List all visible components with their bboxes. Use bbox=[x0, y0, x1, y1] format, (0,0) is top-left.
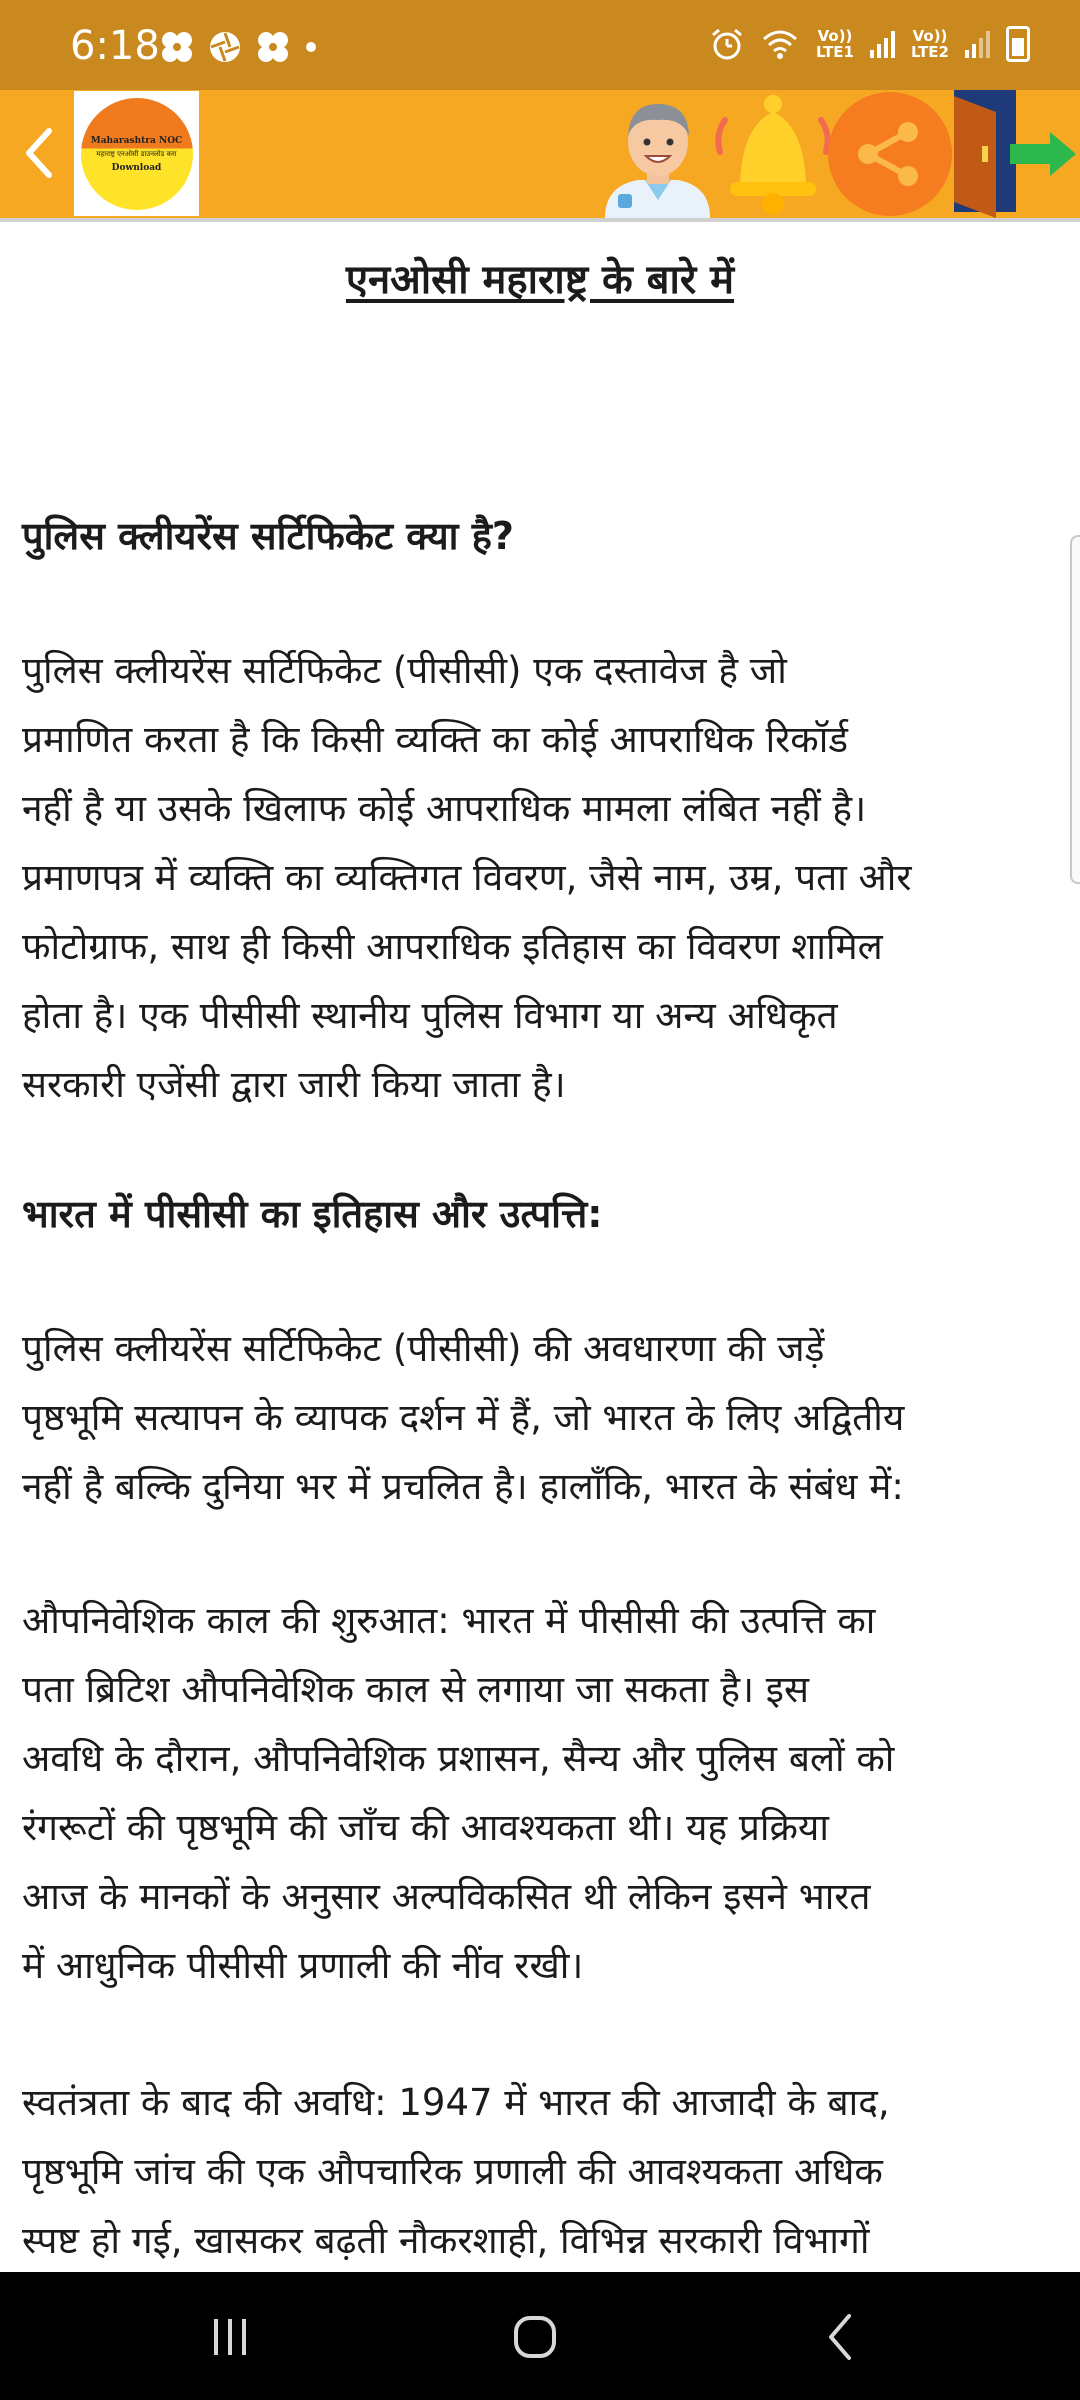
home-button[interactable] bbox=[490, 2302, 580, 2372]
logo-badge: Maharashtra NOC महाराष्ट्र एनओसी डाउनलोड करा Download bbox=[81, 98, 193, 210]
recent-apps-icon bbox=[208, 2315, 252, 2359]
section-heading-what-is-pcc: पुलिस क्लीयरेंस सर्टिफिकेट क्या है? bbox=[22, 514, 514, 558]
system-icons bbox=[710, 26, 1030, 62]
volte1-indicator: Vo)) LTE1 bbox=[816, 27, 854, 61]
back-arrow-icon bbox=[23, 127, 55, 179]
section-heading-history: भारत में पीसीसी का इतिहास और उत्पत्ति: bbox=[22, 1192, 603, 1236]
alarm-icon bbox=[710, 27, 744, 61]
nav-back-button[interactable] bbox=[795, 2302, 885, 2372]
scrollbar[interactable] bbox=[1070, 535, 1080, 884]
paragraph-post-independence: स्वतंत्रता के बाद की अवधि: 1947 में भारत की आजादी के बाद, पृष्ठभूमि जांच की एक औपचारिक प्रणाली की आवश्यकता अधिक स्पष्ट हो गई, खासकर बढ़ती नौकरशाही, विभिन्न सरकारी विभागों bbox=[22, 2081, 890, 2262]
back-button[interactable] bbox=[14, 120, 64, 186]
recent-apps-button[interactable] bbox=[185, 2302, 275, 2372]
battery-icon bbox=[1006, 26, 1030, 62]
exit-door-icon[interactable] bbox=[954, 90, 1076, 218]
bell-icon[interactable] bbox=[718, 95, 827, 215]
pinwheel-icon bbox=[256, 30, 290, 64]
app-logo[interactable] bbox=[74, 91, 199, 216]
share-icon[interactable] bbox=[828, 92, 952, 216]
volte2-indicator: Vo)) LTE2 bbox=[911, 27, 949, 61]
paragraph-pcc-definition: पुलिस क्लीयरेंस सर्टिफिकेट (पीसीसी) एक दस्तावेज है जो प्रमाणित करता है कि किसी व्यक्ति का कोई आपराधिक रिकॉर्ड नहीं है या उसके खिलाफ कोई आपराधिक मामला लंबित नहीं है। प्रमाणपत्र में व्यक्ति का व्यक्तिगत विवरण, जैसे नाम, उम्र, पता और फोटोग्राफ, साथ ही किसी आपराधिक इतिहास का विवरण शामिल होता है। एक पीसीसी स्थानीय पुलिस विभाग या अन्य अधिकृत सरकारी एजेंसी द्वारा जारी किया जाता है। bbox=[22, 649, 912, 1106]
status-time: 6:18 bbox=[70, 23, 160, 69]
status-bar bbox=[0, 0, 1080, 90]
doctor-avatar-icon[interactable] bbox=[605, 104, 710, 218]
notification-icons bbox=[160, 30, 318, 64]
paragraph-history-intro: पुलिस क्लीयरेंस सर्टिफिकेट (पीसीसी) की अवधारणा की जड़ें पृष्ठभूमि सत्यापन के व्यापक दर्शन में हैं, जो भारत के लिए अद्वितीय नहीं है बल्कि दुनिया भर में प्रचलित है। हालाँकि, भारत के संबंध में: bbox=[22, 1327, 905, 1508]
home-icon bbox=[512, 2314, 558, 2360]
dot-icon bbox=[304, 40, 318, 54]
back-icon bbox=[825, 2312, 855, 2362]
app-toolbar bbox=[0, 90, 1080, 222]
article bbox=[22, 218, 1058, 2262]
aperture-icon bbox=[208, 30, 242, 64]
paragraph-colonial-era: औपनिवेशिक काल की शुरुआत: भारत में पीसीसी की उत्पत्ति का पता ब्रिटिश औपनिवेशिक काल से लगाया जा सकता है। इस अवधि के दौरान, औपनिवेशिक प्रशासन, सैन्य और पुलिस बलों को रंगरूटों की पृष्ठभूमि की जाँच की आवश्यकता थी। यह प्रक्रिया आज के मानकों के अनुसार अल्पविकसित थी लेकिन इसने भारत में आधुनिक पीसीसी प्रणाली की नींव रखी। bbox=[22, 1599, 895, 1987]
signal-icon bbox=[965, 30, 990, 58]
pinwheel-icon bbox=[160, 30, 194, 64]
signal-icon bbox=[870, 30, 895, 58]
toolbar-actions bbox=[590, 90, 1080, 218]
page-title: एनओसी महाराष्ट्र के बारे में bbox=[345, 257, 735, 303]
wifi-icon bbox=[760, 27, 800, 61]
navigation-bar bbox=[0, 2272, 1080, 2400]
